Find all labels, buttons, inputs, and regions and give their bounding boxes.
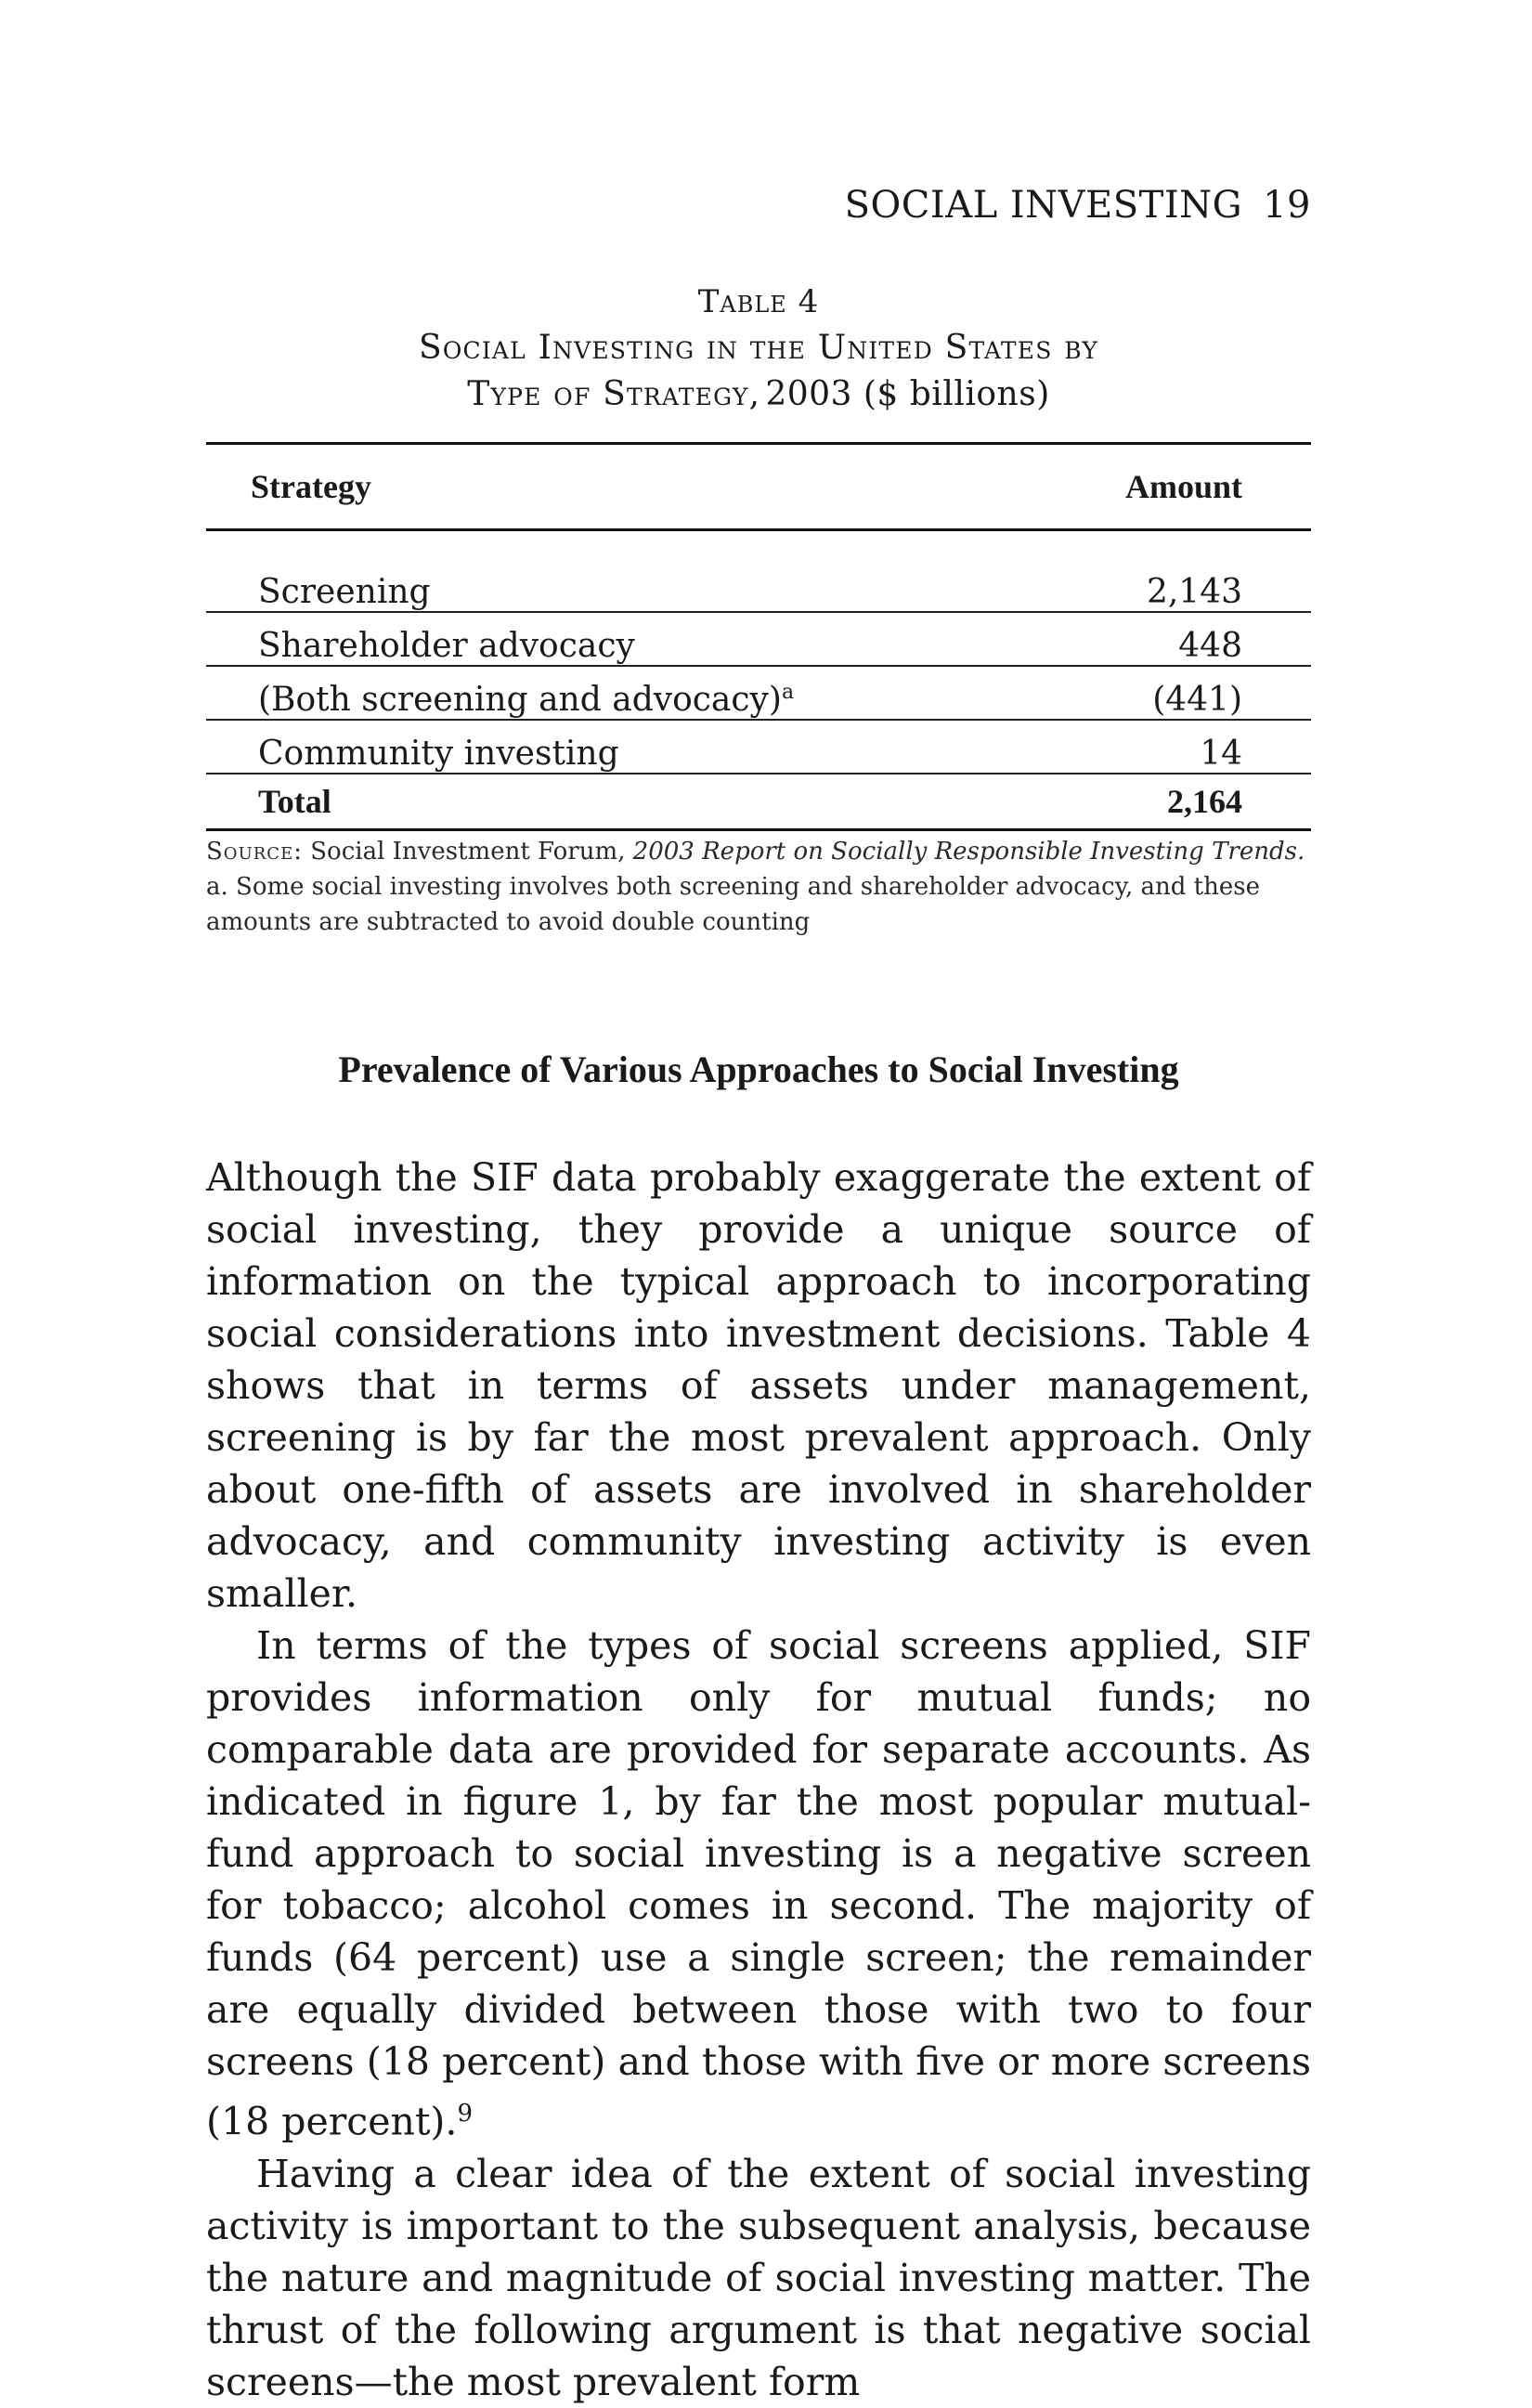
running-head (845, 184, 1311, 227)
paragraph: Having a clear idea of the extent of social investing activity is important to the subsequent analysis, because the nature and magnitude of social investing matter. The thrust of the following argument is that negative social screens—the most prevalent form (206, 2151, 1311, 2404)
row-strategy: Shareholder advocacy (206, 612, 1045, 666)
table-row (206, 666, 1311, 720)
footnote-reference: 9 (457, 2100, 473, 2128)
running-head-title: SOCIAL INVESTING (844, 184, 1243, 227)
column-header-strategy: Strategy (251, 468, 371, 505)
page-number: 19 (1263, 184, 1311, 227)
footnote-marker: a (781, 681, 795, 704)
row-amount: 2,143 (1045, 530, 1311, 613)
row-strategy-text: (Both screening and advocacy) (258, 681, 782, 719)
table-subtitle-rest: 2003 ($ billions) (765, 375, 1050, 413)
total-amount: 2,164 (1045, 774, 1311, 830)
table-footnote: a. Some social investing involves both screening and shareholder advocacy, and these amounts are subtracted to avoid double counting (206, 873, 1260, 936)
table-label: Table 4 (697, 283, 820, 320)
source-text: Social Investment Forum, (310, 838, 626, 866)
paragraph (206, 1620, 1311, 2148)
source-note (206, 834, 1311, 869)
table-row (206, 530, 1311, 613)
row-strategy: Screening (206, 530, 1045, 613)
paragraph-text: In terms of the types of social screens applied, SIF provides information only for mutual funds; no comparable data are provided for separate accounts. As indicated in figure 1, by far the most popular mutual-fund approach to social investing is a negative screen for tobacco; alcohol comes in second. The majority of funds (64 percent) use a single screen; the remainder are equally divided between those with two to four screens (18 percent) and those with five or more screens (18 percent). (206, 1623, 1311, 2144)
row-amount: (441) (1045, 666, 1311, 720)
total-label: Total (206, 774, 1045, 830)
table-caption (206, 279, 1311, 423)
section-heading: Prevalence of Various Approaches to Social Investing (338, 1048, 1179, 1090)
row-strategy: Community investing (206, 720, 1045, 774)
table-row (206, 720, 1311, 774)
paragraph: Although the SIF data probably exaggerate the extent of social investing, they provide a unique source of information on the typical approach to incorporating social considerations into investment decisions. Table 4 shows that in terms of assets under management, screening is by far the most prevalent approach. Only about one-fifth of assets are involved in shareholder advocacy, and community investing activity is even smaller. (206, 1155, 1311, 1616)
source-title: 2003 Report on Socially Responsible Investing Trends. (632, 838, 1305, 866)
table-notes (206, 834, 1311, 940)
row-amount: 14 (1045, 720, 1311, 774)
body-text (206, 1152, 1311, 2408)
strategy-table (206, 442, 1311, 831)
table-row (206, 612, 1311, 666)
table-title: Social Investing in the United States by (418, 329, 1099, 367)
total-row (206, 774, 1311, 830)
row-strategy (206, 666, 1045, 720)
row-amount: 448 (1045, 612, 1311, 666)
source-label: Source: (206, 838, 303, 866)
column-header-amount: Amount (1124, 468, 1242, 505)
table-subtitle-caps: Type of Strategy, (467, 375, 761, 413)
